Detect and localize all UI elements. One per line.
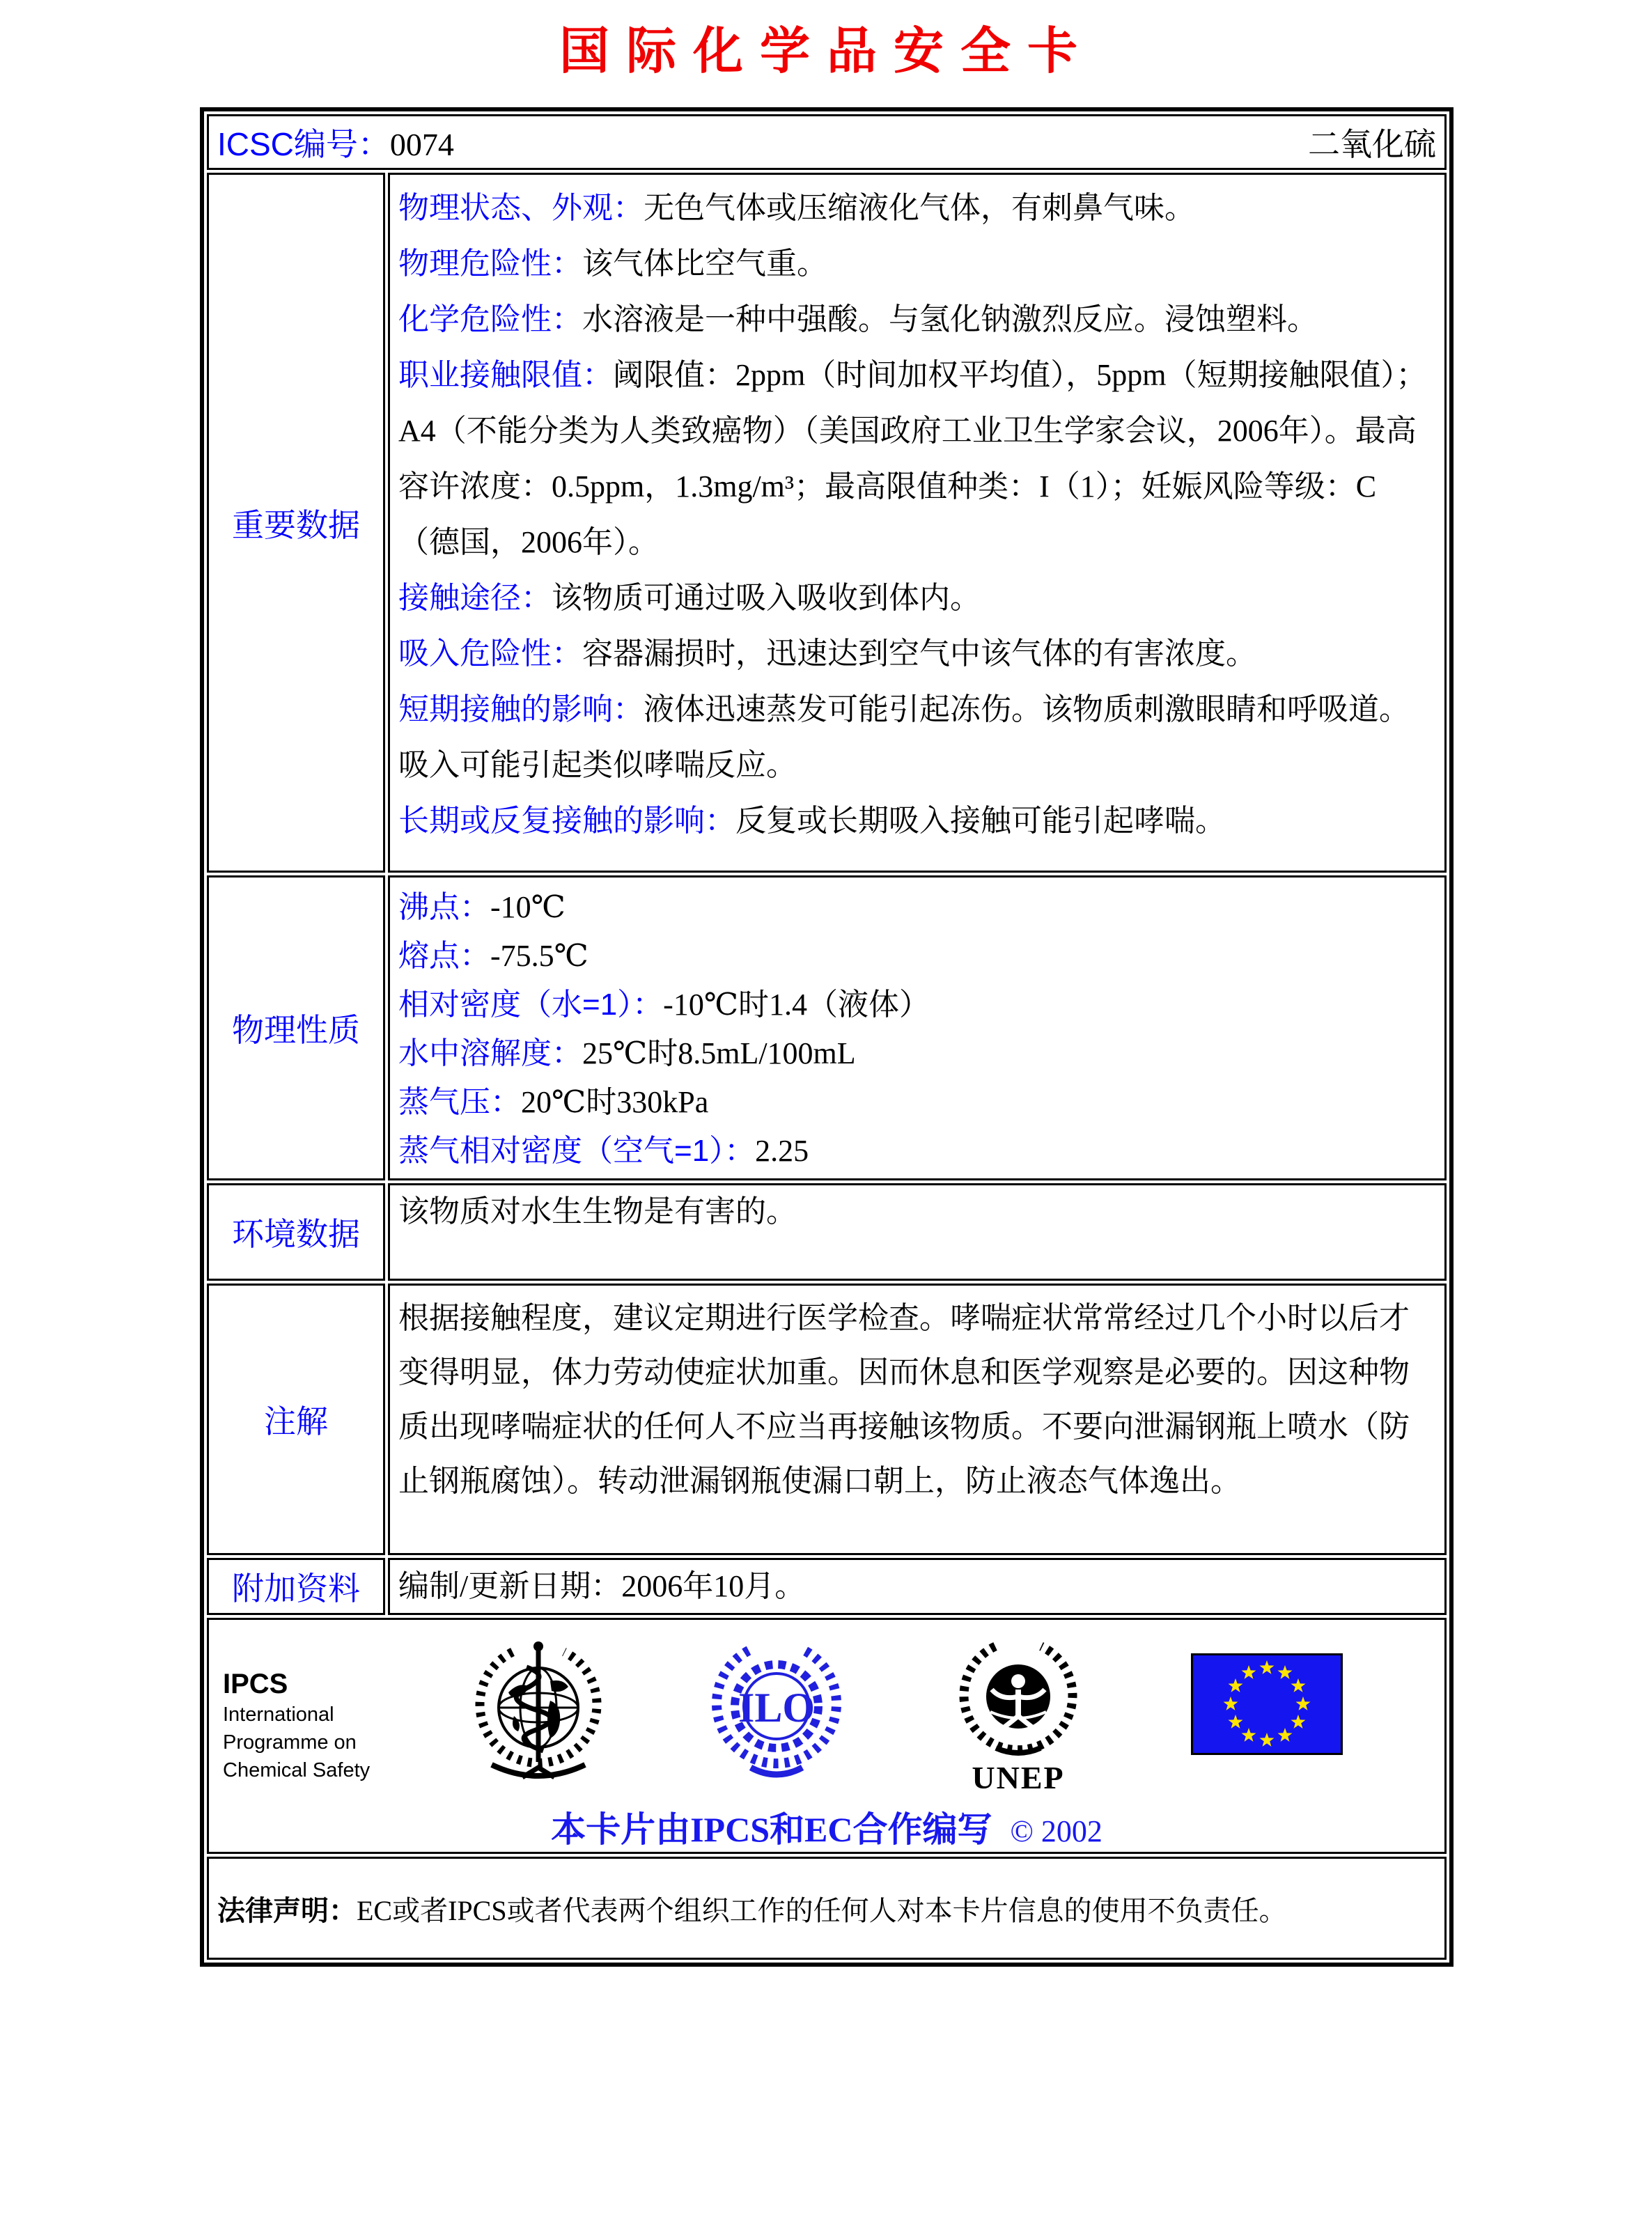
- chemical-name: 二氧化硫: [1308, 127, 1436, 162]
- copyright-text: © 2002: [1010, 1814, 1102, 1848]
- legal-notice-row: [207, 1857, 1447, 1960]
- legal-notice-cell: [207, 1857, 1447, 1960]
- field-prepared-updated-date: 编制/更新日期：2006年10月。: [398, 1569, 806, 1603]
- icsc-number: [217, 119, 454, 165]
- additional-info-content: [388, 1558, 1447, 1615]
- physical-properties-content: [388, 875, 1447, 1180]
- page-title: 国际化学品安全卡: [559, 24, 1094, 79]
- ipcs-acronym: IPCS: [223, 1669, 288, 1699]
- icsc-number-label: ICSC编号：: [217, 126, 390, 162]
- ipcs-name-line2: Programme on: [223, 1731, 357, 1754]
- environmental-data-row: [207, 1183, 1447, 1281]
- section-label-important-data: 重要数据: [207, 173, 385, 873]
- section-label-notes: 注解: [207, 1284, 385, 1555]
- ipcs-name-line1: International: [223, 1703, 334, 1726]
- physical-properties-row: [207, 875, 1447, 1180]
- ilo-logo-icon: [710, 1638, 843, 1784]
- field-notes: 根据接触程度，建议定期进行医学检查。哮喘症状常常经过几个小时以后才变得明显，体力劳动使症状加重。因而休息和医学观察是必要的。因这种物质出现哮喘症状的任何人不应当再接触该物质。不要向泄漏钢瓶上喷水（防止钢瓶腐蚀）。转动泄漏钢瓶使漏口朝上，防止液态气体逸出。: [398, 1301, 1410, 1498]
- notes-content: [388, 1284, 1447, 1555]
- section-label-environmental-data: 环境数据: [207, 1183, 385, 1281]
- eu-flag-icon: [1191, 1653, 1343, 1755]
- legal-notice-label: 法律声明：: [217, 1895, 357, 1926]
- section-label-additional-info: 附加资料: [207, 1558, 385, 1615]
- field-physical-hazard: 物理危险性：该气体比空气重。: [398, 247, 827, 281]
- field-vapor-relative-density: 蒸气相对密度（空气=1）：2.25: [398, 1134, 809, 1168]
- important-data-content: [388, 173, 1447, 873]
- legal-notice: [217, 1889, 1436, 1928]
- header-row: [207, 114, 1447, 170]
- unep-wordmark: UNEP: [972, 1760, 1065, 1795]
- field-physical-state-appearance: 物理状态、外观：无色气体或压缩液化气体，有刺鼻气味。: [398, 191, 1195, 225]
- ipcs-name-line3: Chemical Safety: [223, 1759, 371, 1781]
- important-data-row: [207, 173, 1447, 873]
- field-short-term-effects: 短期接触的影响：液体迅速蒸发可能引起冻伤。该物质刺激眼睛和呼吸道。吸入可能引起类似哮喘反应。: [398, 692, 1410, 782]
- environmental-data-content: [388, 1183, 1447, 1281]
- field-routes-of-exposure: 接触途径：该物质可通过吸入吸收到体内。: [398, 581, 981, 615]
- field-inhalation-risk: 吸入危险性：容器漏损时，迅速达到空气中该气体的有害浓度。: [398, 637, 1256, 671]
- icsc-card-table: [200, 107, 1454, 1967]
- field-relative-density-water: 相对密度（水=1）：-10℃时1.4（液体）: [398, 988, 930, 1022]
- field-solubility-in-water: 水中溶解度：25℃时8.5mL/100mL: [398, 1036, 856, 1070]
- organization-logos: [209, 1620, 1444, 1795]
- unep-logo-block: [956, 1638, 1081, 1795]
- header-cell: [207, 114, 1447, 170]
- caption-text: 本卡片由IPCS和EC合作编写: [551, 1810, 992, 1849]
- ipcs-text-block: [223, 1667, 390, 1784]
- field-melting-point: 熔点：-75.5℃: [398, 939, 589, 973]
- field-environmental-data: 该物质对水生生物是有害的。: [398, 1194, 797, 1228]
- who-logo-icon: [472, 1638, 605, 1784]
- notes-row: [207, 1284, 1447, 1555]
- unep-logo-icon: [957, 1638, 1080, 1762]
- ilo-monogram: ILO: [738, 1685, 816, 1731]
- field-long-term-effects: 长期或反复接触的影响：反复或长期吸入接触可能引起哮喘。: [398, 804, 1226, 838]
- cooperation-caption: [209, 1802, 1444, 1852]
- field-chemical-hazard: 化学危险性：水溶液是一种中强酸。与氢化钠激烈反应。浸蚀塑料。: [398, 302, 1318, 336]
- icsc-number-value: 0074: [389, 127, 454, 162]
- field-vapor-pressure: 蒸气压：20℃时330kPa: [398, 1085, 709, 1119]
- logos-cell: [207, 1618, 1447, 1854]
- additional-info-row: [207, 1558, 1447, 1615]
- section-label-physical-properties: 物理性质: [207, 875, 385, 1180]
- field-boiling-point: 沸点：-10℃: [398, 890, 566, 924]
- logos-row: [207, 1618, 1447, 1854]
- legal-notice-text: EC或者IPCS或者代表两个组织工作的任何人对本卡片信息的使用不负责任。: [357, 1894, 1287, 1926]
- field-occupational-exposure-limits: 职业接触限值：阈限值：2ppm（时间加权平均值），5ppm（短期接触限值）；A4（不能分类为人类致癌物）（美国政府工业卫生学家会议，2006年）。最高容许浓度：0.5ppm，1.3mg/m³；最高限值种类：I（1）；妊娠风险等级：C（德国，2006年）。: [398, 358, 1427, 559]
